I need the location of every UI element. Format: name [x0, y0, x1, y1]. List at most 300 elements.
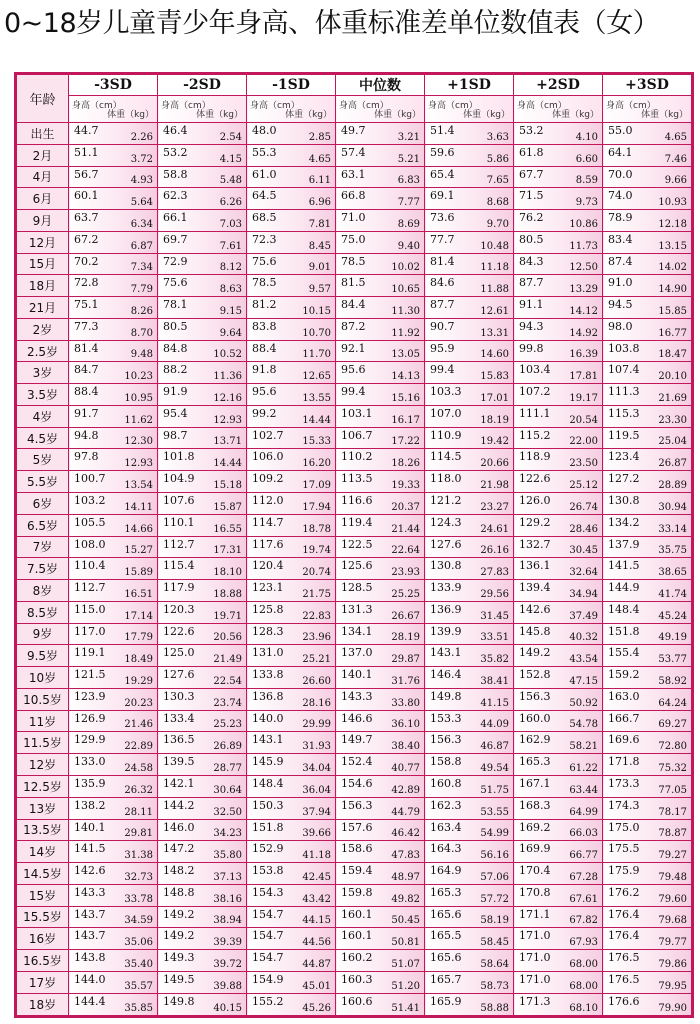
unit-header-cell [425, 96, 514, 123]
table-row [17, 884, 692, 906]
height-value: 156.3 [341, 798, 373, 812]
weight-value: 14.13 [391, 371, 420, 383]
weight-value: 41.18 [302, 850, 331, 862]
height-value: 120.3 [163, 602, 195, 616]
value-cell [69, 754, 158, 776]
weight-value: 7.46 [664, 153, 687, 165]
value-cell [336, 318, 425, 340]
height-value: 143.1 [430, 646, 462, 660]
age-cell: 9月 [17, 210, 69, 232]
weight-value: 22.83 [302, 610, 331, 622]
table-row [17, 188, 692, 210]
height-value: 94.3 [519, 319, 544, 333]
weight-value: 23.50 [569, 458, 598, 470]
height-value: 130.8 [608, 494, 640, 508]
height-value: 117.0 [74, 624, 106, 638]
value-cell [336, 950, 425, 972]
value-cell [69, 601, 158, 623]
weight-value: 2.26 [130, 131, 153, 143]
height-value: 148.2 [163, 864, 195, 878]
age-cell: 2月 [17, 144, 69, 166]
value-cell [514, 558, 603, 580]
value-cell [514, 144, 603, 166]
weight-value: 38.94 [213, 915, 242, 927]
weight-value: 24.61 [480, 523, 509, 535]
height-value: 99.2 [252, 406, 277, 420]
weight-value: 11.36 [213, 371, 242, 383]
weight-value: 17.94 [302, 501, 331, 513]
height-value: 165.9 [430, 994, 462, 1008]
weight-value: 3.63 [486, 131, 509, 143]
value-cell [603, 950, 692, 972]
height-value: 119.5 [608, 428, 640, 442]
value-cell [603, 993, 692, 1015]
weight-value: 9.64 [219, 327, 242, 339]
height-value: 116.6 [341, 494, 373, 508]
age-cell: 2.5岁 [17, 340, 69, 362]
height-value: 162.3 [430, 798, 462, 812]
value-cell [247, 863, 336, 885]
weight-value: 5.21 [397, 153, 420, 165]
value-cell [514, 863, 603, 885]
weight-value: 15.85 [658, 305, 687, 317]
height-value: 121.5 [74, 668, 106, 682]
value-cell [158, 405, 247, 427]
value-cell [425, 471, 514, 493]
height-value: 141.5 [608, 559, 640, 573]
height-value: 136.9 [430, 602, 462, 616]
weight-value: 44.56 [302, 937, 331, 949]
value-cell [603, 775, 692, 797]
value-cell [425, 210, 514, 232]
value-cell [247, 667, 336, 689]
weight-value: 39.72 [213, 958, 242, 970]
height-value: 76.2 [519, 211, 544, 225]
weight-value: 28.89 [658, 480, 687, 492]
height-unit-label: 身高（cm） [161, 101, 211, 111]
value-cell [158, 993, 247, 1015]
value-cell [603, 449, 692, 471]
age-cell: 6岁 [17, 493, 69, 515]
weight-value: 10.15 [302, 305, 331, 317]
weight-value: 9.57 [308, 284, 331, 296]
unit-header-cell [158, 96, 247, 123]
weight-value: 11.62 [124, 414, 153, 426]
table-row [17, 275, 692, 297]
weight-value: 22.89 [124, 741, 153, 753]
height-value: 133.8 [252, 668, 284, 682]
value-cell [336, 710, 425, 732]
weight-value: 27.83 [480, 567, 509, 579]
value-cell [425, 623, 514, 645]
value-cell [247, 471, 336, 493]
height-value: 105.5 [74, 515, 106, 529]
height-value: 149.8 [430, 689, 462, 703]
height-value: 143.7 [74, 929, 106, 943]
value-cell [336, 971, 425, 993]
age-cell: 17岁 [17, 971, 69, 993]
weight-value: 12.16 [213, 392, 242, 404]
value-cell [603, 123, 692, 145]
weight-value: 14.44 [213, 458, 242, 470]
weight-value: 78.87 [658, 828, 687, 840]
value-cell [603, 667, 692, 689]
height-value: 110.2 [341, 450, 373, 464]
value-cell [69, 797, 158, 819]
table-row [17, 971, 692, 993]
weight-value: 25.04 [658, 436, 687, 448]
table-row [17, 906, 692, 928]
weight-value: 13.05 [391, 349, 420, 361]
height-value: 156.3 [430, 733, 462, 747]
height-value: 112.0 [252, 494, 284, 508]
value-cell [247, 231, 336, 253]
value-cell [158, 123, 247, 145]
height-value: 101.8 [163, 450, 195, 464]
value-cell [336, 993, 425, 1015]
sd-column-header: -3SD [69, 75, 158, 96]
value-cell [514, 493, 603, 515]
value-cell [336, 210, 425, 232]
weight-value: 38.40 [391, 741, 420, 753]
weight-value: 15.16 [391, 392, 420, 404]
value-cell [603, 906, 692, 928]
height-value: 130.3 [163, 689, 195, 703]
value-cell [336, 253, 425, 275]
weight-value: 33.78 [124, 893, 153, 905]
value-cell [603, 645, 692, 667]
unit-header-cell [69, 96, 158, 123]
height-value: 87.7 [430, 298, 455, 312]
weight-value: 58.92 [658, 675, 687, 687]
height-value: 63.1 [341, 167, 366, 181]
weight-unit-label: 体重（kg） [374, 110, 421, 120]
value-cell [158, 710, 247, 732]
weight-value: 35.40 [124, 958, 153, 970]
weight-value: 53.77 [658, 654, 687, 666]
weight-value: 18.26 [391, 458, 420, 470]
table-row [17, 340, 692, 362]
weight-value: 49.82 [391, 893, 420, 905]
weight-unit-label: 体重（kg） [641, 110, 688, 120]
value-cell [247, 210, 336, 232]
height-value: 104.9 [163, 472, 195, 486]
weight-value: 54.78 [569, 719, 598, 731]
weight-value: 34.04 [302, 762, 331, 774]
height-value: 151.8 [608, 624, 640, 638]
value-cell [247, 710, 336, 732]
value-cell [336, 558, 425, 580]
value-cell [247, 362, 336, 384]
value-cell [425, 253, 514, 275]
value-cell [158, 645, 247, 667]
value-cell [425, 493, 514, 515]
weight-value: 49.54 [480, 762, 509, 774]
height-value: 61.8 [519, 145, 544, 159]
weight-value: 6.60 [575, 153, 598, 165]
weight-value: 23.93 [391, 567, 420, 579]
height-value: 63.7 [74, 211, 99, 225]
height-value: 102.7 [252, 428, 284, 442]
value-cell [158, 950, 247, 972]
weight-value: 15.18 [213, 480, 242, 492]
height-value: 87.2 [341, 319, 366, 333]
weight-value: 23.74 [213, 697, 242, 709]
height-value: 92.1 [341, 341, 366, 355]
value-cell [247, 405, 336, 427]
weight-value: 58.45 [480, 937, 509, 949]
weight-value: 26.74 [569, 501, 598, 513]
weight-value: 28.19 [391, 632, 420, 644]
weight-value: 31.93 [302, 741, 331, 753]
weight-value: 51.20 [391, 980, 420, 992]
age-cell: 13.5岁 [17, 819, 69, 841]
value-cell [158, 732, 247, 754]
weight-value: 11.92 [391, 327, 420, 339]
height-value: 94.5 [608, 298, 633, 312]
weight-value: 58.19 [480, 915, 509, 927]
table-row [17, 362, 692, 384]
weight-value: 18.10 [213, 567, 242, 579]
weight-value: 22.54 [213, 675, 242, 687]
height-value: 156.3 [519, 689, 551, 703]
height-value: 171.0 [519, 929, 551, 943]
value-cell [158, 210, 247, 232]
height-value: 68.5 [252, 211, 277, 225]
value-cell [336, 144, 425, 166]
value-cell [425, 231, 514, 253]
value-cell [158, 253, 247, 275]
height-value: 100.7 [74, 472, 106, 486]
weight-value: 20.66 [480, 458, 509, 470]
age-cell: 15岁 [17, 884, 69, 906]
value-cell [69, 188, 158, 210]
weight-value: 15.27 [124, 545, 153, 557]
age-cell: 5岁 [17, 449, 69, 471]
height-value: 128.3 [252, 624, 284, 638]
weight-value: 14.11 [124, 501, 153, 513]
height-value: 91.9 [163, 385, 188, 399]
value-cell [336, 427, 425, 449]
height-value: 142.1 [163, 776, 195, 790]
value-cell [247, 166, 336, 188]
growth-standards-table [16, 74, 692, 1016]
height-value: 155.4 [608, 646, 640, 660]
height-value: 139.4 [519, 581, 551, 595]
height-value: 125.6 [341, 559, 373, 573]
height-value: 59.6 [430, 145, 455, 159]
weight-value: 13.54 [124, 480, 153, 492]
weight-value: 78.17 [658, 806, 687, 818]
height-value: 99.4 [341, 385, 366, 399]
height-value: 154.7 [252, 907, 284, 921]
value-cell [158, 623, 247, 645]
weight-value: 57.06 [480, 871, 509, 883]
value-cell [336, 275, 425, 297]
value-cell [425, 863, 514, 885]
unit-header-cell [603, 96, 692, 123]
height-value: 77.7 [430, 232, 455, 246]
value-cell [247, 754, 336, 776]
height-value: 124.3 [430, 515, 462, 529]
value-cell [425, 645, 514, 667]
weight-value: 47.83 [391, 850, 420, 862]
value-cell [69, 993, 158, 1015]
height-value: 122.6 [163, 624, 195, 638]
value-cell [69, 166, 158, 188]
table-row [17, 819, 692, 841]
value-cell [425, 601, 514, 623]
table-row [17, 841, 692, 863]
age-cell: 14.5岁 [17, 863, 69, 885]
height-value: 160.3 [341, 972, 373, 986]
value-cell [69, 688, 158, 710]
weight-value: 39.66 [302, 828, 331, 840]
value-cell [425, 514, 514, 536]
height-value: 176.6 [608, 994, 640, 1008]
height-value: 75.6 [252, 254, 277, 268]
weight-value: 39.88 [213, 980, 242, 992]
age-cell: 11岁 [17, 710, 69, 732]
value-cell [336, 884, 425, 906]
weight-value: 12.61 [480, 305, 509, 317]
value-cell [425, 558, 514, 580]
value-cell [247, 123, 336, 145]
age-cell: 18月 [17, 275, 69, 297]
weight-value: 32.64 [569, 567, 598, 579]
value-cell [69, 449, 158, 471]
weight-value: 38.16 [213, 893, 242, 905]
height-value: 103.4 [519, 363, 551, 377]
weight-value: 4.10 [575, 131, 598, 143]
weight-value: 79.68 [658, 915, 687, 927]
value-cell [247, 950, 336, 972]
height-value: 160.2 [341, 951, 373, 965]
height-value: 84.3 [519, 254, 544, 268]
sd-column-header: +3SD [603, 75, 692, 96]
value-cell [336, 405, 425, 427]
value-cell [514, 601, 603, 623]
height-value: 56.7 [74, 167, 99, 181]
height-value: 169.2 [519, 820, 551, 834]
weight-value: 8.68 [486, 197, 509, 209]
height-value: 133.9 [430, 581, 462, 595]
height-value: 176.2 [608, 885, 640, 899]
height-value: 140.1 [341, 668, 373, 682]
height-value: 146.4 [430, 668, 462, 682]
weight-value: 51.07 [391, 958, 420, 970]
value-cell [247, 688, 336, 710]
weight-value: 12.65 [302, 371, 331, 383]
weight-value: 9.66 [664, 175, 687, 187]
weight-value: 30.94 [658, 501, 687, 513]
height-value: 78.1 [163, 298, 188, 312]
weight-value: 17.79 [124, 632, 153, 644]
value-cell [603, 797, 692, 819]
weight-value: 22.64 [391, 545, 420, 557]
weight-value: 26.67 [391, 610, 420, 622]
height-unit-label: 身高（cm） [517, 101, 567, 111]
height-value: 95.9 [430, 341, 455, 355]
value-cell [158, 449, 247, 471]
value-cell [336, 645, 425, 667]
weight-value: 47.15 [569, 675, 598, 687]
height-value: 153.3 [430, 711, 462, 725]
table-row [17, 623, 692, 645]
height-value: 148.4 [608, 602, 640, 616]
value-cell [514, 471, 603, 493]
weight-value: 22.00 [569, 436, 598, 448]
weight-value: 66.03 [569, 828, 598, 840]
value-cell [425, 688, 514, 710]
weight-value: 5.86 [486, 153, 509, 165]
weight-value: 7.61 [219, 240, 242, 252]
height-value: 146.6 [341, 711, 373, 725]
weight-value: 13.55 [302, 392, 331, 404]
weight-value: 45.26 [302, 1003, 331, 1014]
weight-value: 33.80 [391, 697, 420, 709]
weight-value: 10.02 [391, 262, 420, 274]
height-value: 106.7 [341, 428, 373, 442]
height-value: 91.0 [608, 276, 633, 290]
height-value: 144.2 [163, 798, 195, 812]
value-cell [336, 493, 425, 515]
height-value: 69.1 [430, 189, 455, 203]
weight-value: 18.47 [658, 349, 687, 361]
table-row [17, 580, 692, 602]
age-cell: 12.5岁 [17, 775, 69, 797]
value-cell [69, 297, 158, 319]
value-cell [69, 645, 158, 667]
height-value: 145.9 [252, 755, 284, 769]
height-value: 115.2 [519, 428, 551, 442]
value-cell [69, 362, 158, 384]
height-value: 48.0 [252, 124, 277, 137]
value-cell [603, 384, 692, 406]
value-cell [514, 688, 603, 710]
value-cell [514, 123, 603, 145]
value-cell [247, 623, 336, 645]
value-cell [603, 971, 692, 993]
height-value: 152.4 [341, 755, 373, 769]
value-cell [514, 667, 603, 689]
age-cell: 6月 [17, 188, 69, 210]
value-cell [603, 427, 692, 449]
value-cell [603, 841, 692, 863]
height-value: 71.5 [519, 189, 544, 203]
height-value: 176.5 [608, 951, 640, 965]
weight-value: 12.50 [569, 262, 598, 274]
height-value: 157.6 [341, 820, 373, 834]
weight-value: 16.20 [302, 458, 331, 470]
value-cell [425, 797, 514, 819]
height-value: 103.1 [341, 406, 373, 420]
unit-header-cell [514, 96, 603, 123]
height-value: 149.5 [163, 972, 195, 986]
value-cell [69, 514, 158, 536]
height-value: 133.4 [163, 711, 195, 725]
age-cell: 18岁 [17, 993, 69, 1015]
value-cell [158, 275, 247, 297]
value-cell [336, 123, 425, 145]
value-cell [69, 384, 158, 406]
height-value: 103.3 [430, 385, 462, 399]
value-cell [603, 884, 692, 906]
weight-value: 8.69 [397, 218, 420, 230]
height-value: 72.3 [252, 232, 277, 246]
weight-value: 72.80 [658, 741, 687, 753]
weight-value: 8.59 [575, 175, 598, 187]
